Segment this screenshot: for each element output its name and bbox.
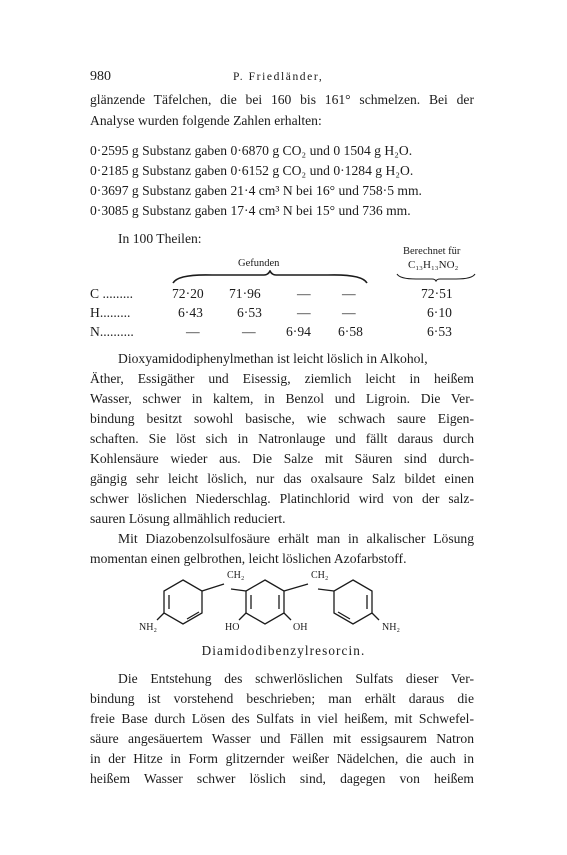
calc-value: 72·51 (421, 286, 453, 301)
bond-oh (284, 613, 291, 620)
benzene-ring-middle (246, 580, 284, 624)
paragraph-line: Kohlensäure wieder aus. Die Salze mit Säuren sind durch- (90, 451, 474, 466)
ch2-label: CH₂ (311, 570, 329, 581)
calc-brace (396, 272, 476, 282)
analysis-line: 0·3085 g Substanz gaben 17·4 cm³ N bei 15° und 736 mm. (90, 203, 411, 218)
paragraph-line: heißem Wasser schwer löslich sind, dagegen von heißem (90, 771, 474, 786)
paragraph-line: bindung ist vorstehend beschrieben; man erhält daraus die (90, 691, 474, 706)
intro-line: Analyse wurden folgende Zahlen erhalten: (90, 113, 322, 128)
paragraph-line: schwer löslichen Niederschlag. Platinchlorid wird von der salz- (90, 491, 474, 506)
cell-value: — (342, 286, 356, 301)
cell-value: 6·58 (338, 324, 363, 339)
row-label: N.......... (90, 324, 134, 339)
table-intro: In 100 Theilen: (118, 231, 202, 246)
cell-value: 6·43 (178, 305, 203, 320)
benzene-ring-left (164, 580, 202, 624)
cell-value: — (342, 305, 356, 320)
paragraph-line: sauren Lösung allmählich reduciert. (90, 511, 286, 526)
bond-middle-ch2 (284, 584, 308, 591)
cell-value: — (242, 324, 256, 339)
running-head: P. Friedländer, (233, 71, 324, 83)
cell-value: 6·53 (237, 305, 262, 320)
paragraph-line: Wasser, schwer in kaltem, in Benzol und Ligroin. Die Ver- (90, 391, 474, 406)
paragraph-line: momentan einen gelbrothen, leicht löslichen Azofarbstoff. (90, 551, 407, 566)
nh2-label: NH₂ (382, 622, 400, 633)
paragraph-line: Die Entstehung des schwerlöslichen Sulfats dieser Ver- (118, 671, 474, 686)
cell-value: — (297, 305, 311, 320)
bond-ho (239, 613, 246, 620)
bond-nh2-left (157, 613, 164, 620)
calc-header: Berechnet für (403, 246, 461, 257)
structure-diagram (150, 572, 410, 642)
paragraph-line: freie Base durch Lösen des Sulfats in viel heißem, mit Schwefel- (90, 711, 474, 726)
ho-label: HO (225, 622, 240, 633)
paragraph-line: Mit Diazobenzolsulfosäure erhält man in alkalischer Lösung (118, 531, 474, 546)
paragraph-line: Äther, Essigäther und Eisessig, ziemlich leicht in heißem (90, 371, 474, 386)
bond-ch2-right (318, 589, 334, 591)
row-label: C ......... (90, 286, 134, 301)
calc-value: 6·53 (427, 324, 452, 339)
page-number: 980 (90, 69, 111, 84)
cell-value: 71·96 (229, 286, 261, 301)
calc-formula: C₁₃H₁₃NO₂ (408, 259, 459, 271)
analysis-line: 0·2185 g Substanz gaben 0·6152 g CO₂ und 0·1284 g H₂O. (90, 163, 414, 178)
paragraph-line: schaften. Sie löst sich in Natronlauge und fällt daraus durch (90, 431, 474, 446)
cell-value: 72·20 (172, 286, 204, 301)
bond-ch2-middle (231, 589, 246, 591)
found-header: Gefunden (238, 258, 280, 269)
ch2-label: CH₂ (227, 570, 245, 581)
paragraph-line: in der Hitze in Form glitzernder weißer Nädelchen, die auch in (90, 751, 474, 766)
oh-label: OH (293, 622, 308, 633)
paragraph-line: gängig sehr leicht löslich, nur das oxalsaure Salz bildet einen (90, 471, 474, 486)
bond-left-ch2 (202, 584, 224, 591)
benzene-ring-right (334, 580, 372, 624)
figure-caption: Diamidodibenzylresorcin. (201, 643, 366, 658)
row-label: H......... (90, 305, 131, 320)
analysis-line: 0·2595 g Substanz gaben 0·6870 g CO₂ und 0 1504 g H₂O. (90, 143, 413, 158)
nh2-label: NH₂ (139, 622, 157, 633)
calc-value: 6·10 (427, 305, 452, 320)
paragraph-line: Dioxyamidodiphenylmethan ist leicht löslich in Alkohol, (118, 351, 428, 366)
cell-value: — (297, 286, 311, 301)
cell-value: — (186, 324, 200, 339)
analysis-line: 0·3697 g Substanz gaben 21·4 cm³ N bei 16° und 758·5 mm. (90, 183, 422, 198)
found-brace (172, 270, 368, 284)
paragraph-line: säure angesäuertem Wasser und Fällen mit essigsaurem Natron (90, 731, 474, 746)
bond-nh2-right (372, 613, 379, 620)
intro-line: glänzende Täfelchen, die bei 160 bis 161° schmelzen. Bei der (90, 92, 474, 107)
cell-value: 6·94 (286, 324, 311, 339)
paragraph-line: bindung besitzt sowohl basische, wie schwach saure Eigen- (90, 411, 474, 426)
